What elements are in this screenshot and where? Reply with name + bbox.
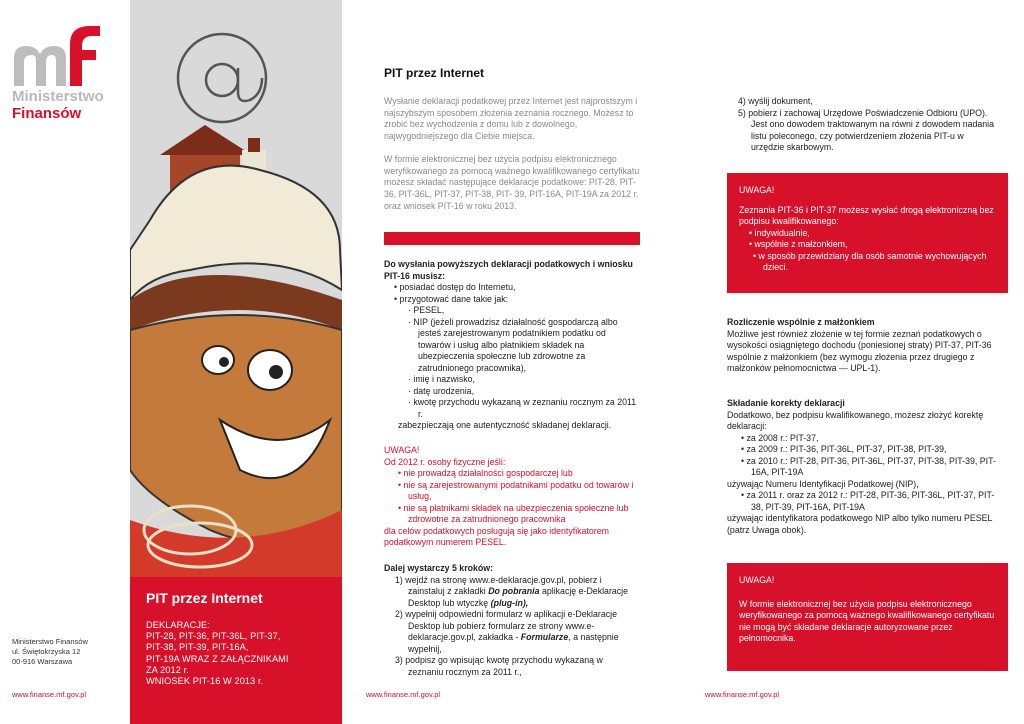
notice-text: Zeznania PIT-36 i PIT-37 możesz wysłać drogą elektroniczną bez podpisu kwalifikowanego: <box>739 204 994 226</box>
correction-heading: Składanie korekty deklaracji <box>727 398 845 408</box>
warning-section <box>384 445 640 549</box>
list-item: · imię i nazwisko, <box>408 374 475 384</box>
warning-closing: dla celów podatkowych posługują się jako identyfikatorem podatkowym numerem PESEL. <box>384 525 609 547</box>
steps-continued <box>727 96 997 154</box>
cover-line: PIT-38, PIT-39, PIT-16A, <box>146 642 249 653</box>
list-item: · NIP (jeżeli prowadzisz działalność gospodarczą albo jesteś zarejestrowanym podatnikiem podatku od towarów i usług albo płatnikiem składek na ubezpieczenia społeczne lub zdrowotne za zatrudnionego pracownika), <box>408 316 618 373</box>
list-item: · datę urodzenia, <box>408 385 475 396</box>
steps-heading: Dalej wystarczy 5 kroków: <box>384 563 494 573</box>
list-item: • za 2011 r. oraz za 2012 r.: PIT-28, PIT-36, PIT-36L, PIT-37, PIT-38, PIT-39, PIT-16A, PIT-19A <box>741 490 995 512</box>
joint-filing-text: Możliwe jest również złożenie w tej formie zeznań podatkowych o wysokości osiągniętego dochodu (poniesionej straty) PIT-37, PIT-36 wspólnie z małżonkiem (bez wymogu złożenia przez drugiego z małżonków pełnomocnictwa — UPL-1). <box>727 328 992 373</box>
warning-label: UWAGA! <box>384 445 420 455</box>
cover-line: DEKLARACJE: <box>146 620 210 630</box>
page-title: PIT przez Internet <box>384 66 485 80</box>
cover-line: WNIOSEK PIT-16 W 2013 r. <box>146 676 264 687</box>
correction-section <box>727 398 997 536</box>
list-item: • przygotować dane takie jak: <box>394 293 509 304</box>
notice-box-methods <box>727 173 1008 293</box>
notice-box-proxy <box>727 563 1008 671</box>
cover-line: PIT-19A WRAZ Z ZAŁĄCZNIKAMI <box>146 653 289 664</box>
step-item: 3) podpisz go wpisując kwotę przychodu wykazaną w zeznaniu rocznym za 2011 r., <box>395 655 603 677</box>
list-item: • za 2008 r.: PIT-37, <box>741 432 819 443</box>
notice-text: W formie elektronicznej bez użycia podpisu elektronicznego weryfikowanego za pomocą ważnego kwalifikowanego certyfikatu nie mogą być składane deklaracje autoryzowane przez pełnomocnika. <box>739 598 995 643</box>
joint-filing-section <box>727 317 997 375</box>
notice-label: UWAGA! <box>739 575 775 585</box>
cover-title-box <box>130 577 342 724</box>
ministry-name <box>12 88 104 122</box>
requirements-section <box>384 259 640 432</box>
divider-bar <box>384 232 640 245</box>
notice-label: UWAGA! <box>739 185 775 195</box>
address-line: Ministerstwo Finansów <box>12 637 88 646</box>
intro-paragraph: Wysłanie deklaracji podatkowej przez Internet jest najprostszym i najszybszym sposobem złożenia zeznania rocznego. Możesz to zrobić bez wychodzenia z domu lub z dowolnego, najwygodniejszego dla Ciebie miejsca. <box>384 96 638 142</box>
correction-text: Dodatkowo, bez podpisu kwalifikowanego, możesz złożyć korektę deklaracji: <box>727 409 984 431</box>
list-item: • w sposób przewidziany dla osób samotnie wychowujących dzieci. <box>753 250 987 272</box>
step-item: 2) wypełnij odpowiedni formularz w aplikacji e-Deklaracje Desktop lub pobierz formularz ze strony www.e-deklaracje.gov.pl, zakładka - Formularze, a następnie wypełnij, <box>395 609 619 654</box>
website-link[interactable]: www.finanse.mf.gov.pl <box>12 690 87 699</box>
step-item: 1) wejdź na stronę www.e-deklaracje.gov.pl, pobierz i zainstaluj z zakładki Do pobrania aplikację e-Deklaracje Desktop lub wtyczkę (plug-in), <box>395 574 629 608</box>
requirements-heading: Do wysłania powyższych deklaracji podatkowych i wniosku PIT-16 musisz: <box>384 259 633 281</box>
list-item: • za 2009 r.: PIT-36, PIT-36L, PIT-37, PIT-38, PIT-39, <box>741 444 947 454</box>
ministry-logo-icon <box>12 24 104 88</box>
list-item: • wspólnie z małżonkiem, <box>749 239 848 249</box>
ministry-name-line2: Finansów <box>12 105 82 122</box>
address-block <box>12 637 88 667</box>
address-line: 00-916 Warszawa <box>12 657 73 666</box>
intro-paragraph-2: W formie elektronicznej bez użycia podpisu elektronicznego weryfikowanego za pomocą ważnego kwalifikowanego certyfikatu możesz składać następujące deklaracje podatkowe: PIT-28, PIT-36, PIT-36L, PIT-37, PIT-38, PIT- 39, PIT-16A, PIT-19A za 2012 r. oraz wniosek PIT-16 w roku 2013. <box>384 154 640 211</box>
cover-subtitle <box>146 620 289 687</box>
list-item: · kwotę przychodu wykazaną w zeznaniu rocznym za 2011 r. <box>408 397 637 419</box>
cover-line: ZA 2012 r. <box>146 664 189 675</box>
step-item: 5) pobierz i zachowaj Urzędowe Poświadczenie Odbioru (UPO). Jest ono dowodem traktowanym na równi z dowodem nadania listu poleconego, czy potwierdzeniem złożenia PIT-u w urzędzie skarbowym. <box>738 107 995 152</box>
website-link[interactable]: www.finanse.mf.gov.pl <box>705 690 780 699</box>
warning-intro: Od 2012 r. osoby fizyczne jeśli: <box>384 456 506 467</box>
correction-pesel-note: używając identyfikatora podatkowego NIP albo tylko numeru PESEL (patrz Uwaga obok). <box>727 513 993 535</box>
requirements-closing: zabezpieczają one autentyczność składanej deklaracji. <box>398 420 612 430</box>
cover-line: PIT-28, PIT-36, PIT-36L, PIT-37, <box>146 631 281 642</box>
list-item: • za 2010 r.: PIT-28, PIT-36, PIT-36L, PIT-37, PIT-38, PIT-39, PIT-16A, PIT-19A <box>741 455 996 477</box>
step-item: 4) wyślij dokument, <box>738 96 813 106</box>
list-item: • posiadać dostęp do Internetu, <box>394 282 516 292</box>
address-line: ul. Świętokrzyska 12 <box>12 647 81 656</box>
correction-nip-note: używając Numeru Identyfikacji Podatkowej (NIP), <box>727 478 919 489</box>
list-item: • nie prowadzą działalności gospodarczej lub <box>398 468 573 478</box>
list-item: • indywidualnie, <box>749 227 810 238</box>
ministry-name-line1: Ministerstwo <box>12 88 104 105</box>
list-item: • nie są płatnikami składek na ubezpieczenia społeczne lub zdrowotne za zatrudnionego pracownika <box>398 502 629 524</box>
cover-title: PIT przez Internet <box>146 590 263 606</box>
steps-section <box>384 563 640 678</box>
list-item: • nie są zarejestrowanymi podatnikami podatku od towarów i usług, <box>398 479 634 501</box>
joint-filing-heading: Rozliczenie wspólnie z małżonkiem <box>727 317 875 327</box>
list-item: · PESEL, <box>408 305 445 315</box>
website-link[interactable]: www.finanse.mf.gov.pl <box>366 690 441 699</box>
